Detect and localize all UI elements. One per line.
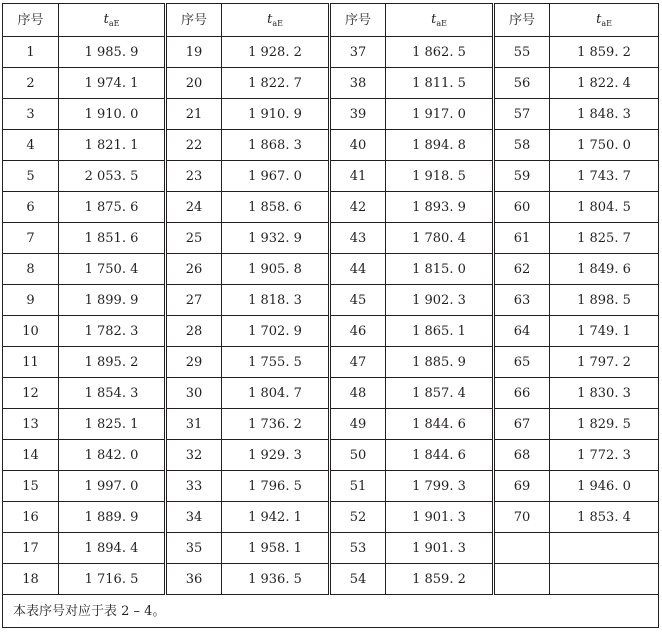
index-cell: 3 [3, 99, 59, 130]
index-cell: 8 [3, 254, 59, 285]
value-cell: 1 868. 3 [222, 130, 330, 161]
value-cell: 1 917. 0 [386, 99, 494, 130]
index-cell: 24 [166, 192, 222, 223]
table-row [3, 440, 659, 471]
header-value-cell [222, 4, 330, 37]
value-cell: 1 894. 4 [59, 533, 166, 564]
value-cell: 1 929. 3 [222, 440, 330, 471]
value-cell: 1 858. 6 [222, 192, 330, 223]
index-cell: 66 [494, 378, 550, 409]
index-cell: 41 [330, 161, 386, 192]
index-cell: 12 [3, 378, 59, 409]
value-cell: 1 750. 0 [550, 130, 659, 161]
index-cell: 31 [166, 409, 222, 440]
value-cell: 1 755. 5 [222, 347, 330, 378]
index-cell: 38 [330, 68, 386, 99]
index-cell: 67 [494, 409, 550, 440]
index-cell: 61 [494, 223, 550, 254]
table-row [3, 564, 659, 595]
index-cell: 7 [3, 223, 59, 254]
header-row [3, 4, 659, 37]
value-cell: 1 844. 6 [386, 440, 494, 471]
index-cell: 60 [494, 192, 550, 223]
header-index-cell: 序号 [3, 4, 59, 37]
table-row [3, 285, 659, 316]
index-cell: 70 [494, 502, 550, 533]
index-cell: 30 [166, 378, 222, 409]
index-cell: 40 [330, 130, 386, 161]
value-cell: 1 899. 9 [59, 285, 166, 316]
value-subscript: aE [108, 18, 120, 28]
value-cell: 1 750. 4 [59, 254, 166, 285]
value-cell: 1 895. 2 [59, 347, 166, 378]
value-symbol: t [596, 11, 602, 27]
index-cell: 42 [330, 192, 386, 223]
index-cell: 34 [166, 502, 222, 533]
index-cell: 35 [166, 533, 222, 564]
index-cell: 23 [166, 161, 222, 192]
table-row [3, 409, 659, 440]
index-cell: 57 [494, 99, 550, 130]
index-cell: 68 [494, 440, 550, 471]
table-row [3, 37, 659, 68]
value-cell: 1 854. 3 [59, 378, 166, 409]
value-cell: 1 743. 7 [550, 161, 659, 192]
index-cell: 39 [330, 99, 386, 130]
value-cell: 2 053. 5 [59, 161, 166, 192]
index-cell [494, 533, 550, 564]
table-row [3, 130, 659, 161]
index-cell: 49 [330, 409, 386, 440]
table-row [3, 99, 659, 130]
index-cell: 58 [494, 130, 550, 161]
value-cell: 1 799. 3 [386, 471, 494, 502]
value-cell: 1 967. 0 [222, 161, 330, 192]
index-cell: 4 [3, 130, 59, 161]
index-cell: 59 [494, 161, 550, 192]
index-cell: 44 [330, 254, 386, 285]
index-cell: 18 [3, 564, 59, 595]
table-row [3, 316, 659, 347]
index-cell: 37 [330, 37, 386, 68]
value-cell: 1 780. 4 [386, 223, 494, 254]
value-cell: 1 936. 5 [222, 564, 330, 595]
header-index-cell: 序号 [166, 4, 222, 37]
index-cell: 63 [494, 285, 550, 316]
index-cell: 64 [494, 316, 550, 347]
value-cell: 1 736. 2 [222, 409, 330, 440]
index-cell: 27 [166, 285, 222, 316]
value-cell: 1 905. 8 [222, 254, 330, 285]
value-cell: 1 849. 6 [550, 254, 659, 285]
value-cell: 1 853. 4 [550, 502, 659, 533]
value-cell: 1 842. 0 [59, 440, 166, 471]
index-cell: 2 [3, 68, 59, 99]
index-cell: 19 [166, 37, 222, 68]
table-row [3, 502, 659, 533]
index-cell: 48 [330, 378, 386, 409]
index-cell: 53 [330, 533, 386, 564]
value-cell: 1 985. 9 [59, 37, 166, 68]
index-cell: 17 [3, 533, 59, 564]
value-cell: 1 889. 9 [59, 502, 166, 533]
value-cell: 1 865. 1 [386, 316, 494, 347]
value-cell: 1 848. 3 [550, 99, 659, 130]
value-subscript: aE [436, 18, 447, 28]
table-body [3, 37, 659, 628]
value-cell: 1 857. 4 [386, 378, 494, 409]
index-cell: 43 [330, 223, 386, 254]
header-value-cell [550, 4, 659, 37]
index-cell: 22 [166, 130, 222, 161]
table-row [3, 68, 659, 99]
value-cell [550, 564, 659, 595]
value-cell: 1 894. 8 [386, 130, 494, 161]
value-cell: 1 862. 5 [386, 37, 494, 68]
index-cell: 28 [166, 316, 222, 347]
table-row [3, 223, 659, 254]
value-cell: 1 942. 1 [222, 502, 330, 533]
index-cell: 62 [494, 254, 550, 285]
header-index-cell: 序号 [330, 4, 386, 37]
value-cell: 1 772. 3 [550, 440, 659, 471]
index-cell: 56 [494, 68, 550, 99]
index-cell: 32 [166, 440, 222, 471]
value-cell: 1 822. 4 [550, 68, 659, 99]
value-cell [550, 533, 659, 564]
index-cell: 51 [330, 471, 386, 502]
index-cell: 10 [3, 316, 59, 347]
header-value-cell [386, 4, 494, 37]
value-symbol: t [431, 11, 437, 27]
table-row [3, 192, 659, 223]
header-value-cell [59, 4, 166, 37]
index-cell: 14 [3, 440, 59, 471]
index-cell: 20 [166, 68, 222, 99]
index-cell: 52 [330, 502, 386, 533]
index-cell: 6 [3, 192, 59, 223]
value-cell: 1 782. 3 [59, 316, 166, 347]
value-cell: 1 821. 1 [59, 130, 166, 161]
table-row [3, 254, 659, 285]
value-cell: 1 716. 5 [59, 564, 166, 595]
header-index-cell: 序号 [494, 4, 550, 37]
table-row [3, 533, 659, 564]
value-cell: 1 797. 2 [550, 347, 659, 378]
value-cell: 1 830. 3 [550, 378, 659, 409]
index-cell: 1 [3, 37, 59, 68]
value-cell: 1 910. 9 [222, 99, 330, 130]
index-cell: 46 [330, 316, 386, 347]
value-cell: 1 702. 9 [222, 316, 330, 347]
index-cell: 65 [494, 347, 550, 378]
value-subscript: aE [601, 18, 612, 28]
value-cell: 1 829. 5 [550, 409, 659, 440]
value-cell: 1 898. 5 [550, 285, 659, 316]
value-cell: 1 804. 5 [550, 192, 659, 223]
value-cell: 1 901. 3 [386, 533, 494, 564]
value-cell: 1 851. 6 [59, 223, 166, 254]
value-symbol: t [267, 11, 273, 27]
value-cell: 1 859. 2 [386, 564, 494, 595]
value-cell: 1 822. 7 [222, 68, 330, 99]
index-cell: 47 [330, 347, 386, 378]
value-cell: 1 811. 5 [386, 68, 494, 99]
index-cell: 5 [3, 161, 59, 192]
value-cell: 1 910. 0 [59, 99, 166, 130]
value-cell: 1 875. 6 [59, 192, 166, 223]
value-cell: 1 815. 0 [386, 254, 494, 285]
value-cell: 1 796. 5 [222, 471, 330, 502]
value-symbol: t [103, 11, 109, 27]
index-cell: 11 [3, 347, 59, 378]
table-row [3, 347, 659, 378]
value-cell: 1 749. 1 [550, 316, 659, 347]
index-cell [494, 564, 550, 595]
value-cell: 1 825. 1 [59, 409, 166, 440]
data-table [2, 3, 659, 628]
value-cell: 1 885. 9 [386, 347, 494, 378]
value-cell: 1 859. 2 [550, 37, 659, 68]
index-cell: 33 [166, 471, 222, 502]
index-cell: 29 [166, 347, 222, 378]
table-note-row [3, 595, 659, 628]
index-cell: 21 [166, 99, 222, 130]
value-cell: 1 928. 2 [222, 37, 330, 68]
index-cell: 36 [166, 564, 222, 595]
value-cell: 1 958. 1 [222, 533, 330, 564]
table-note: 本表序号对应于表 2 – 4。 [3, 595, 659, 628]
table-row [3, 471, 659, 502]
index-cell: 55 [494, 37, 550, 68]
table-row [3, 378, 659, 409]
value-cell: 1 932. 9 [222, 223, 330, 254]
value-cell: 1 997. 0 [59, 471, 166, 502]
index-cell: 26 [166, 254, 222, 285]
index-cell: 50 [330, 440, 386, 471]
value-cell: 1 946. 0 [550, 471, 659, 502]
index-cell: 15 [3, 471, 59, 502]
index-cell: 45 [330, 285, 386, 316]
value-cell: 1 844. 6 [386, 409, 494, 440]
value-cell: 1 893. 9 [386, 192, 494, 223]
index-cell: 13 [3, 409, 59, 440]
value-cell: 1 902. 3 [386, 285, 494, 316]
value-cell: 1 818. 3 [222, 285, 330, 316]
value-cell: 1 918. 5 [386, 161, 494, 192]
index-cell: 54 [330, 564, 386, 595]
value-subscript: aE [272, 18, 283, 28]
index-cell: 69 [494, 471, 550, 502]
value-cell: 1 804. 7 [222, 378, 330, 409]
index-cell: 9 [3, 285, 59, 316]
value-cell: 1 825. 7 [550, 223, 659, 254]
value-cell: 1 901. 3 [386, 502, 494, 533]
value-cell: 1 974. 1 [59, 68, 166, 99]
table-row [3, 161, 659, 192]
index-cell: 25 [166, 223, 222, 254]
index-cell: 16 [3, 502, 59, 533]
